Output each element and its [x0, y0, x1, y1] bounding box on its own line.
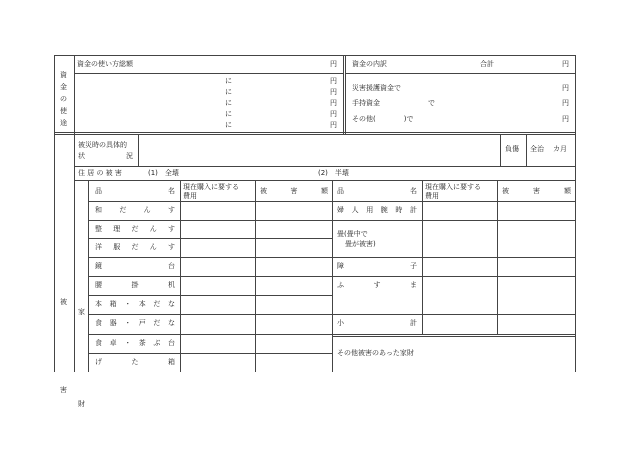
- usage-item: に: [225, 77, 232, 85]
- usage-yen: 円: [330, 99, 337, 107]
- goods-item: 洋服だんす: [95, 243, 175, 251]
- goods-item: 鏡台: [95, 262, 175, 270]
- breakdown-row-yen: 円: [562, 115, 569, 123]
- usage-total-label: 資金の使い方総額: [77, 60, 133, 68]
- header-item: 品 名: [95, 187, 175, 195]
- usage-yen: 円: [330, 121, 337, 129]
- header-price-1: 現在購入に要する: [183, 183, 239, 191]
- situation-label-1: 被災時の具体的: [78, 141, 127, 149]
- goods-item: 食卓・茶ぶ台: [95, 339, 175, 347]
- goods-item: ふすま: [337, 281, 417, 289]
- header-price-2: 費用: [183, 192, 197, 200]
- usage-total-yen: 円: [330, 60, 337, 68]
- goods-item: 食器・戸だな: [95, 319, 175, 327]
- usage-item: に: [225, 99, 232, 107]
- months-label: カ月: [553, 145, 567, 153]
- usage-yen: 円: [330, 88, 337, 96]
- breakdown-total-yen: 円: [562, 60, 569, 68]
- goods-item: 畳が被害): [345, 240, 376, 248]
- disaster-vertical-label: 被害: [60, 298, 67, 394]
- usage-yen: 円: [330, 77, 337, 85]
- goods-item: 本箱・本だな: [95, 300, 175, 308]
- goods-item: げた箱: [95, 358, 175, 366]
- house-damage-option-1: (1) 全壊: [148, 169, 179, 177]
- breakdown-row-yen: 円: [562, 99, 569, 107]
- injury-label: 負傷: [505, 145, 519, 153]
- goods-vertical-label: 家財: [78, 308, 85, 408]
- breakdown-row-label: 手持資金: [352, 99, 380, 107]
- goods-item: 和だんす: [95, 206, 175, 214]
- usage-item: に: [225, 121, 232, 129]
- usage-item: に: [225, 88, 232, 96]
- breakdown-row-label: 災害援護資金で: [352, 84, 401, 92]
- breakdown-total: 合計: [480, 60, 494, 68]
- goods-item: 婦人用腕時計: [337, 206, 417, 214]
- goods-item: 整理だんす: [95, 225, 175, 233]
- goods-item: 腰掛机: [95, 281, 175, 289]
- recovery-label: 全治: [530, 145, 544, 153]
- usage-item: に: [225, 110, 232, 118]
- goods-item: 障子: [337, 262, 417, 270]
- breakdown-row-mid: で: [428, 99, 435, 107]
- header-damage-right: 被 害 額: [502, 187, 571, 195]
- breakdown-row-yen: 円: [562, 84, 569, 92]
- breakdown-title: 資金の内訳: [352, 60, 387, 68]
- house-damage-label: 住 居 の 被 害: [78, 169, 122, 177]
- situation-label-2: 状 況: [78, 152, 133, 160]
- breakdown-row-label: その他( )で: [352, 115, 414, 123]
- goods-item: 畳(畳中で: [337, 230, 368, 238]
- other-goods-label: その他被害のあった家財: [337, 349, 414, 357]
- header-item-right: 品 名: [337, 187, 417, 195]
- header-price-1-right: 現在購入に要する: [425, 183, 481, 191]
- goods-item: 小計: [337, 319, 417, 327]
- header-damage: 被 害 額: [260, 187, 328, 195]
- house-damage-option-2: (2) 半壊: [318, 169, 349, 177]
- usage-vertical-label: 資金の使途: [60, 71, 67, 127]
- header-price-2-right: 費用: [425, 192, 439, 200]
- usage-yen: 円: [330, 110, 337, 118]
